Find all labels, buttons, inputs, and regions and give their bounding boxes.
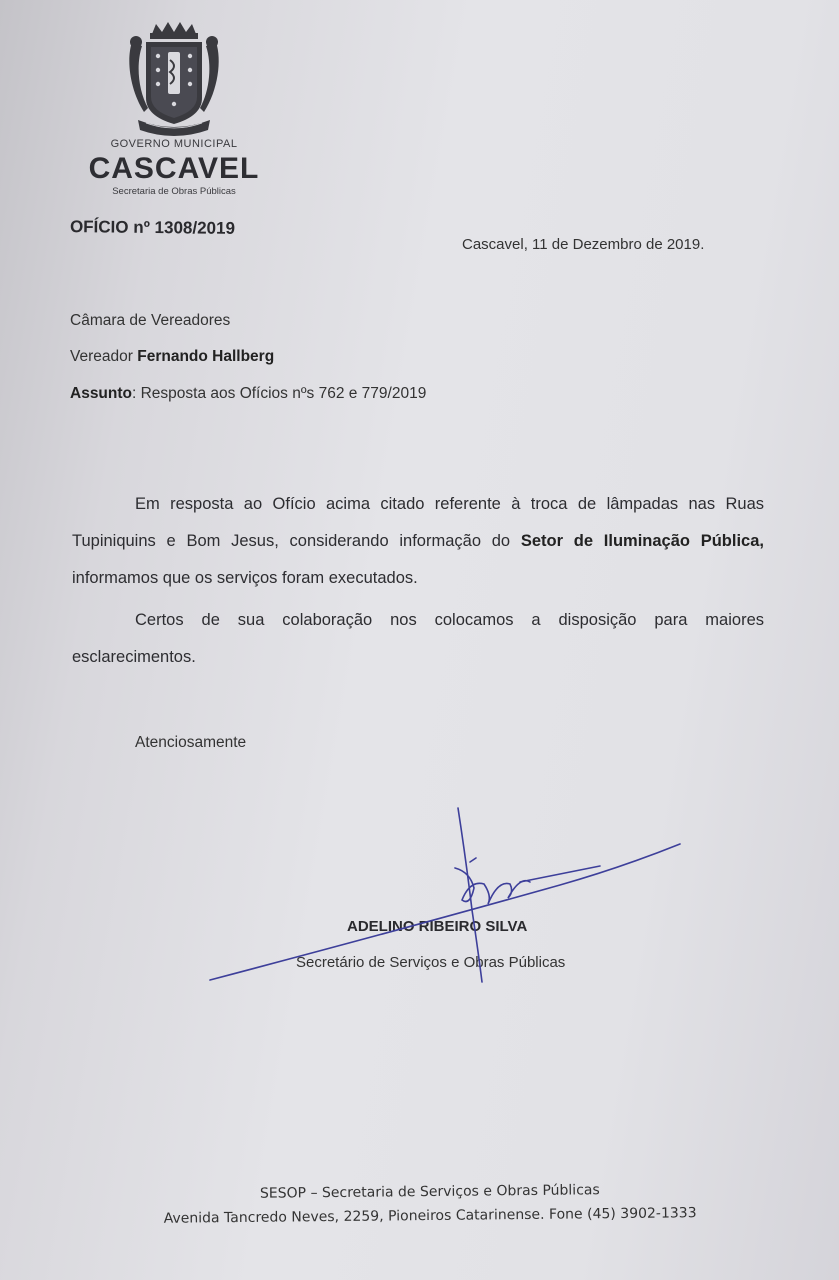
- department-label: Secretaria de Obras Públicas: [112, 186, 236, 197]
- paragraph1-bold: Setor de Iluminação Pública,: [520, 532, 764, 550]
- recipient-title-prefix: Vereador: [70, 348, 133, 365]
- document-reference: OFÍCIO nº 1308/2019: [69, 217, 236, 238]
- government-label: GOVERNO MUNICIPAL: [110, 138, 238, 150]
- signer-title: Secretário de Serviços e Obras Públicas: [296, 954, 566, 971]
- footer-department: SESOP – Secretaria de Serviços e Obras Públicas: [259, 1182, 600, 1202]
- city-name: CASCAVEL: [88, 152, 260, 185]
- signer-name: ADELINO RIBEIRO SILVA: [347, 918, 528, 935]
- recipient-institution: Câmara de Vereadores: [70, 312, 231, 329]
- subject-line: [70, 385, 426, 403]
- closing-salutation: Atenciosamente: [135, 734, 247, 751]
- recipient-line: [70, 348, 274, 366]
- paragraph1-part1: Em resposta ao Ofício acima citado referente à troca de lâmpadas nas Ruas Tupiniquins e Bom Jesus, considerando informação do: [72, 495, 764, 550]
- body-paragraph-2: Certos de sua colaboração nos colocamos a disposição para maiores esclarecimentos.: [72, 611, 764, 666]
- recipient-name: Fernando Hallberg: [137, 348, 275, 365]
- subject-text: : Resposta aos Ofícios nºs 762 e 779/2019: [132, 385, 427, 402]
- subject-label: Assunto: [70, 385, 132, 402]
- city-crest-icon: [124, 20, 224, 140]
- footer-address: Avenida Tancredo Neves, 2259, Pioneiros Catarinense. Fone (45) 3902-1333: [163, 1205, 697, 1227]
- letterhead-logo: [84, 20, 264, 200]
- paragraph1-part2: informamos que os serviços foram executados.: [72, 569, 418, 587]
- document-date: Cascavel, 11 de Dezembro de 2019.: [462, 236, 705, 253]
- body-paragraph-1: [72, 486, 764, 597]
- page-footer: [0, 1175, 839, 1232]
